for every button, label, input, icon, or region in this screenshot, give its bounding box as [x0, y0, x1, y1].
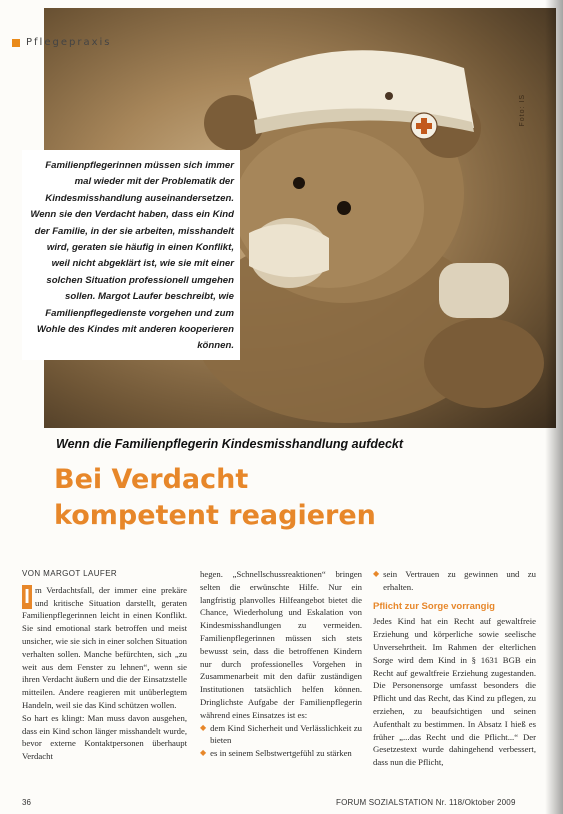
- list-item-text: dem Kind Sicherheit und Verlässlichkeit zu bieten: [210, 722, 362, 746]
- photo-credit: Foto: IS: [519, 94, 526, 127]
- subheading: Pflicht zur Sorge vorrangig: [373, 600, 495, 612]
- bullet-icon: ◆: [373, 569, 380, 578]
- list-item-text: es in seinem Selbstwertgefühl zu stärken: [210, 748, 352, 759]
- paragraph: hegen. „Schnellschussreaktionen“ bringen selten die erwünschte Hilfe. Nur ein langfristig planvolles Hilfeangebot bietet die Chance, Wiederholung und Eskalation von Kindesmisshandlungen zu vermeiden. Familienpflegerinnen müssen sich stets bewusst sein, dass die betroffenen Kindern nur durch professionelles Vorgehen in Zusammenarbeit mit den dafür zuständigen Institutionen tatsächlich helfen können. Dringlichste Aufgabe der Familienpflegerin während eines Einsatzes ist es:: [200, 569, 362, 720]
- intro-text: Familienpflegerinnen müssen sich immer mal wieder mit der Problematik der Kindesmisshandlung auseinandersetzen. Wenn sie den Verdacht haben, dass ein Kind der Familie, in der sie arbeiten, misshandelt wird, geraten sie häufig in einen Konflikt, weil nicht abgeklärt ist, wie sie mit einer solchen Situation professionell umgehen sollen. Margot Laufer beschreibt, wie Familienpflegedienste vorgehen und zum Wohle des Kindes mit anderen kooperieren können.: [30, 160, 234, 352]
- intro-box: [22, 150, 240, 360]
- article-column-2: [200, 568, 362, 760]
- orange-square-icon: [12, 39, 20, 47]
- list-item-text: sein Vertrauen zu gewinnen und zu erhalten.: [383, 569, 536, 592]
- page-number: 36: [22, 798, 31, 807]
- paragraph: So hart es klingt: Man muss davon ausgehen, dass ein Kind schon länger misshandelt wurde, bevor externe Kontaktpersonen überhaupt Verdacht: [22, 712, 187, 762]
- rubric-label: Pflegepraxis: [26, 37, 112, 48]
- article-column-3: [373, 568, 536, 769]
- list-item: [200, 747, 362, 760]
- drop-cap: I: [22, 585, 32, 609]
- kicker: Wenn die Familienpflegerin Kindesmisshandlung aufdeckt: [56, 437, 404, 451]
- bullet-icon: ◆: [200, 722, 207, 732]
- paragraph: Jedes Kind hat ein Recht auf gewaltfreie Erziehung und körperliche sowie seelische Unversehrtheit. Im Rahmen der elterlichen Sorge wird dem Kind in § 1631 BGB ein Recht auf gewaltfreie Erziehung zugestanden. Die Personensorge umfasst besonders die Pflicht und das Recht, das Kind zu pflegen, zu erziehen, zu beaufsichtigen und seinen Aufenthalt zu bestimmen. In Absatz I hieß es früher „...das Recht und die Pflicht...“ Der Gesetzestext wurde dahingehend verbessert, dass nun die Pflicht,: [373, 616, 536, 768]
- headline-line-2: kompetent reagieren: [54, 500, 376, 531]
- author-byline: VON MARGOT LAUFER: [22, 569, 118, 578]
- paragraph: m Verdachtsfall, der immer eine prekäre und kritische Situation darstellt, geraten Familienpflegerinnen leicht in einen Konflikt. Sie sind emotional stark betroffen und meist unsicher, wie sie sich in einer solchen Situation verhalten sollen. Manche befürchten, sich „zu weit aus dem Fenster zu lehnen“, wenn sie ihren Verdacht äußern und die der Einsatzstelle mitteilen. Andere reagieren mit unüberlegtem Handeln, weil sie das Kind schützen wollen.: [22, 584, 187, 710]
- headline: [54, 462, 376, 534]
- page-edge-shadow: [545, 0, 563, 814]
- article-column-1: [22, 568, 187, 763]
- bullet-icon: ◆: [200, 748, 207, 758]
- headline-line-1: Bei Verdacht: [54, 464, 249, 495]
- section-rubric: [12, 37, 111, 48]
- list-item: [200, 722, 362, 748]
- list-item: [373, 568, 536, 594]
- magazine-footer: FORUM SOZIALSTATION Nr. 118/Oktober 2009: [336, 798, 516, 807]
